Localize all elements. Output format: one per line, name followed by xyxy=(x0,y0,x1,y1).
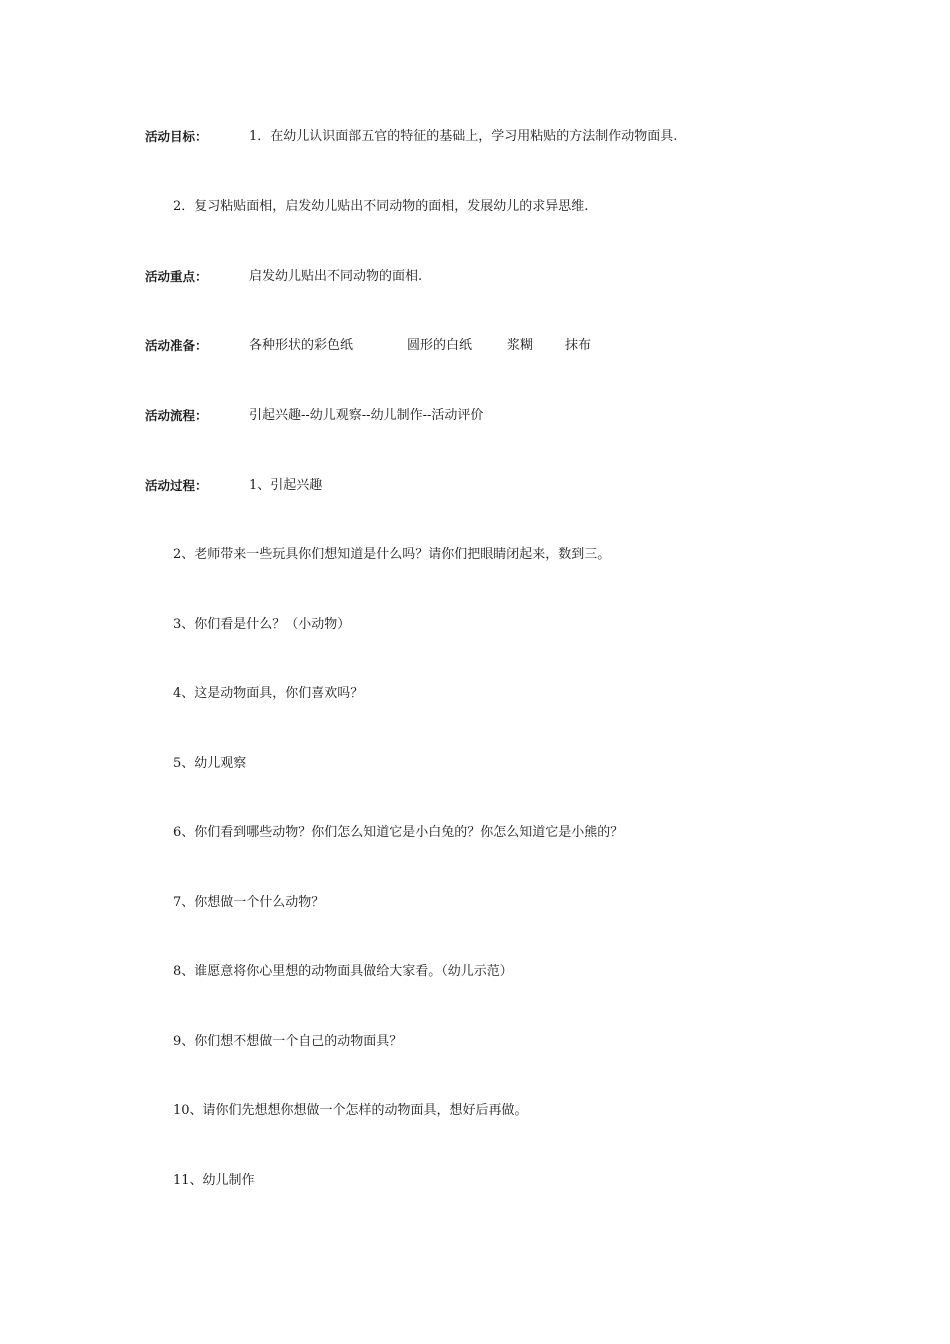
process-step: 9、你们想不想做一个自己的动物面具？ xyxy=(173,1034,403,1049)
key-point-text: 启发幼儿贴出不同动物的面相. xyxy=(249,269,423,284)
process-step: 2、老师带来一些玩具你们想知道是什么吗？请你们把眼睛闭起来，数到三。 xyxy=(173,547,611,562)
flow-label: 活动流程： xyxy=(145,408,208,423)
preparation-item: 各种形状的彩色纸 xyxy=(249,338,354,353)
key-point-label: 活动重点： xyxy=(145,269,208,284)
process-step: 3、你们看是什么？（小动物） xyxy=(173,617,351,632)
process-step: 11、幼儿制作 xyxy=(173,1173,255,1188)
process-step: 5、幼儿观察 xyxy=(173,756,247,771)
process-label: 活动过程： xyxy=(145,478,208,493)
process-step: 10、请你们先想想你想做一个怎样的动物面具，想好后再做。 xyxy=(173,1103,528,1118)
process-step: 4、这是动物面具，你们喜欢吗？ xyxy=(173,686,364,701)
objectives-label: 活动目标： xyxy=(145,129,208,144)
preparation-label: 活动准备： xyxy=(145,338,208,353)
preparation-item: 浆糊 xyxy=(507,338,534,353)
flow-text: 引起兴趣--幼儿观察--幼儿制作--活动评价 xyxy=(249,408,484,423)
process-step: 8、谁愿意将你心里想的动物面具做给大家看。（幼儿示范） xyxy=(173,964,513,979)
objective-item-2: 2．复习粘贴面相，启发幼儿贴出不同动物的面相，发展幼儿的求异思维. xyxy=(173,199,589,214)
preparation-item: 圆形的白纸 xyxy=(407,338,473,353)
objective-item-1: 1．在幼儿认识面部五官的特征的基础上，学习用粘贴的方法制作动物面具. xyxy=(249,129,678,144)
process-step: 7、你想做一个什么动物？ xyxy=(173,895,325,910)
process-step: 6、你们看到哪些动物？你们怎么知道它是小白兔的？你怎么知道它是小熊的？ xyxy=(173,825,624,840)
preparation-item: 抹布 xyxy=(565,338,592,353)
process-step-1: 1、引起兴趣 xyxy=(249,478,323,493)
